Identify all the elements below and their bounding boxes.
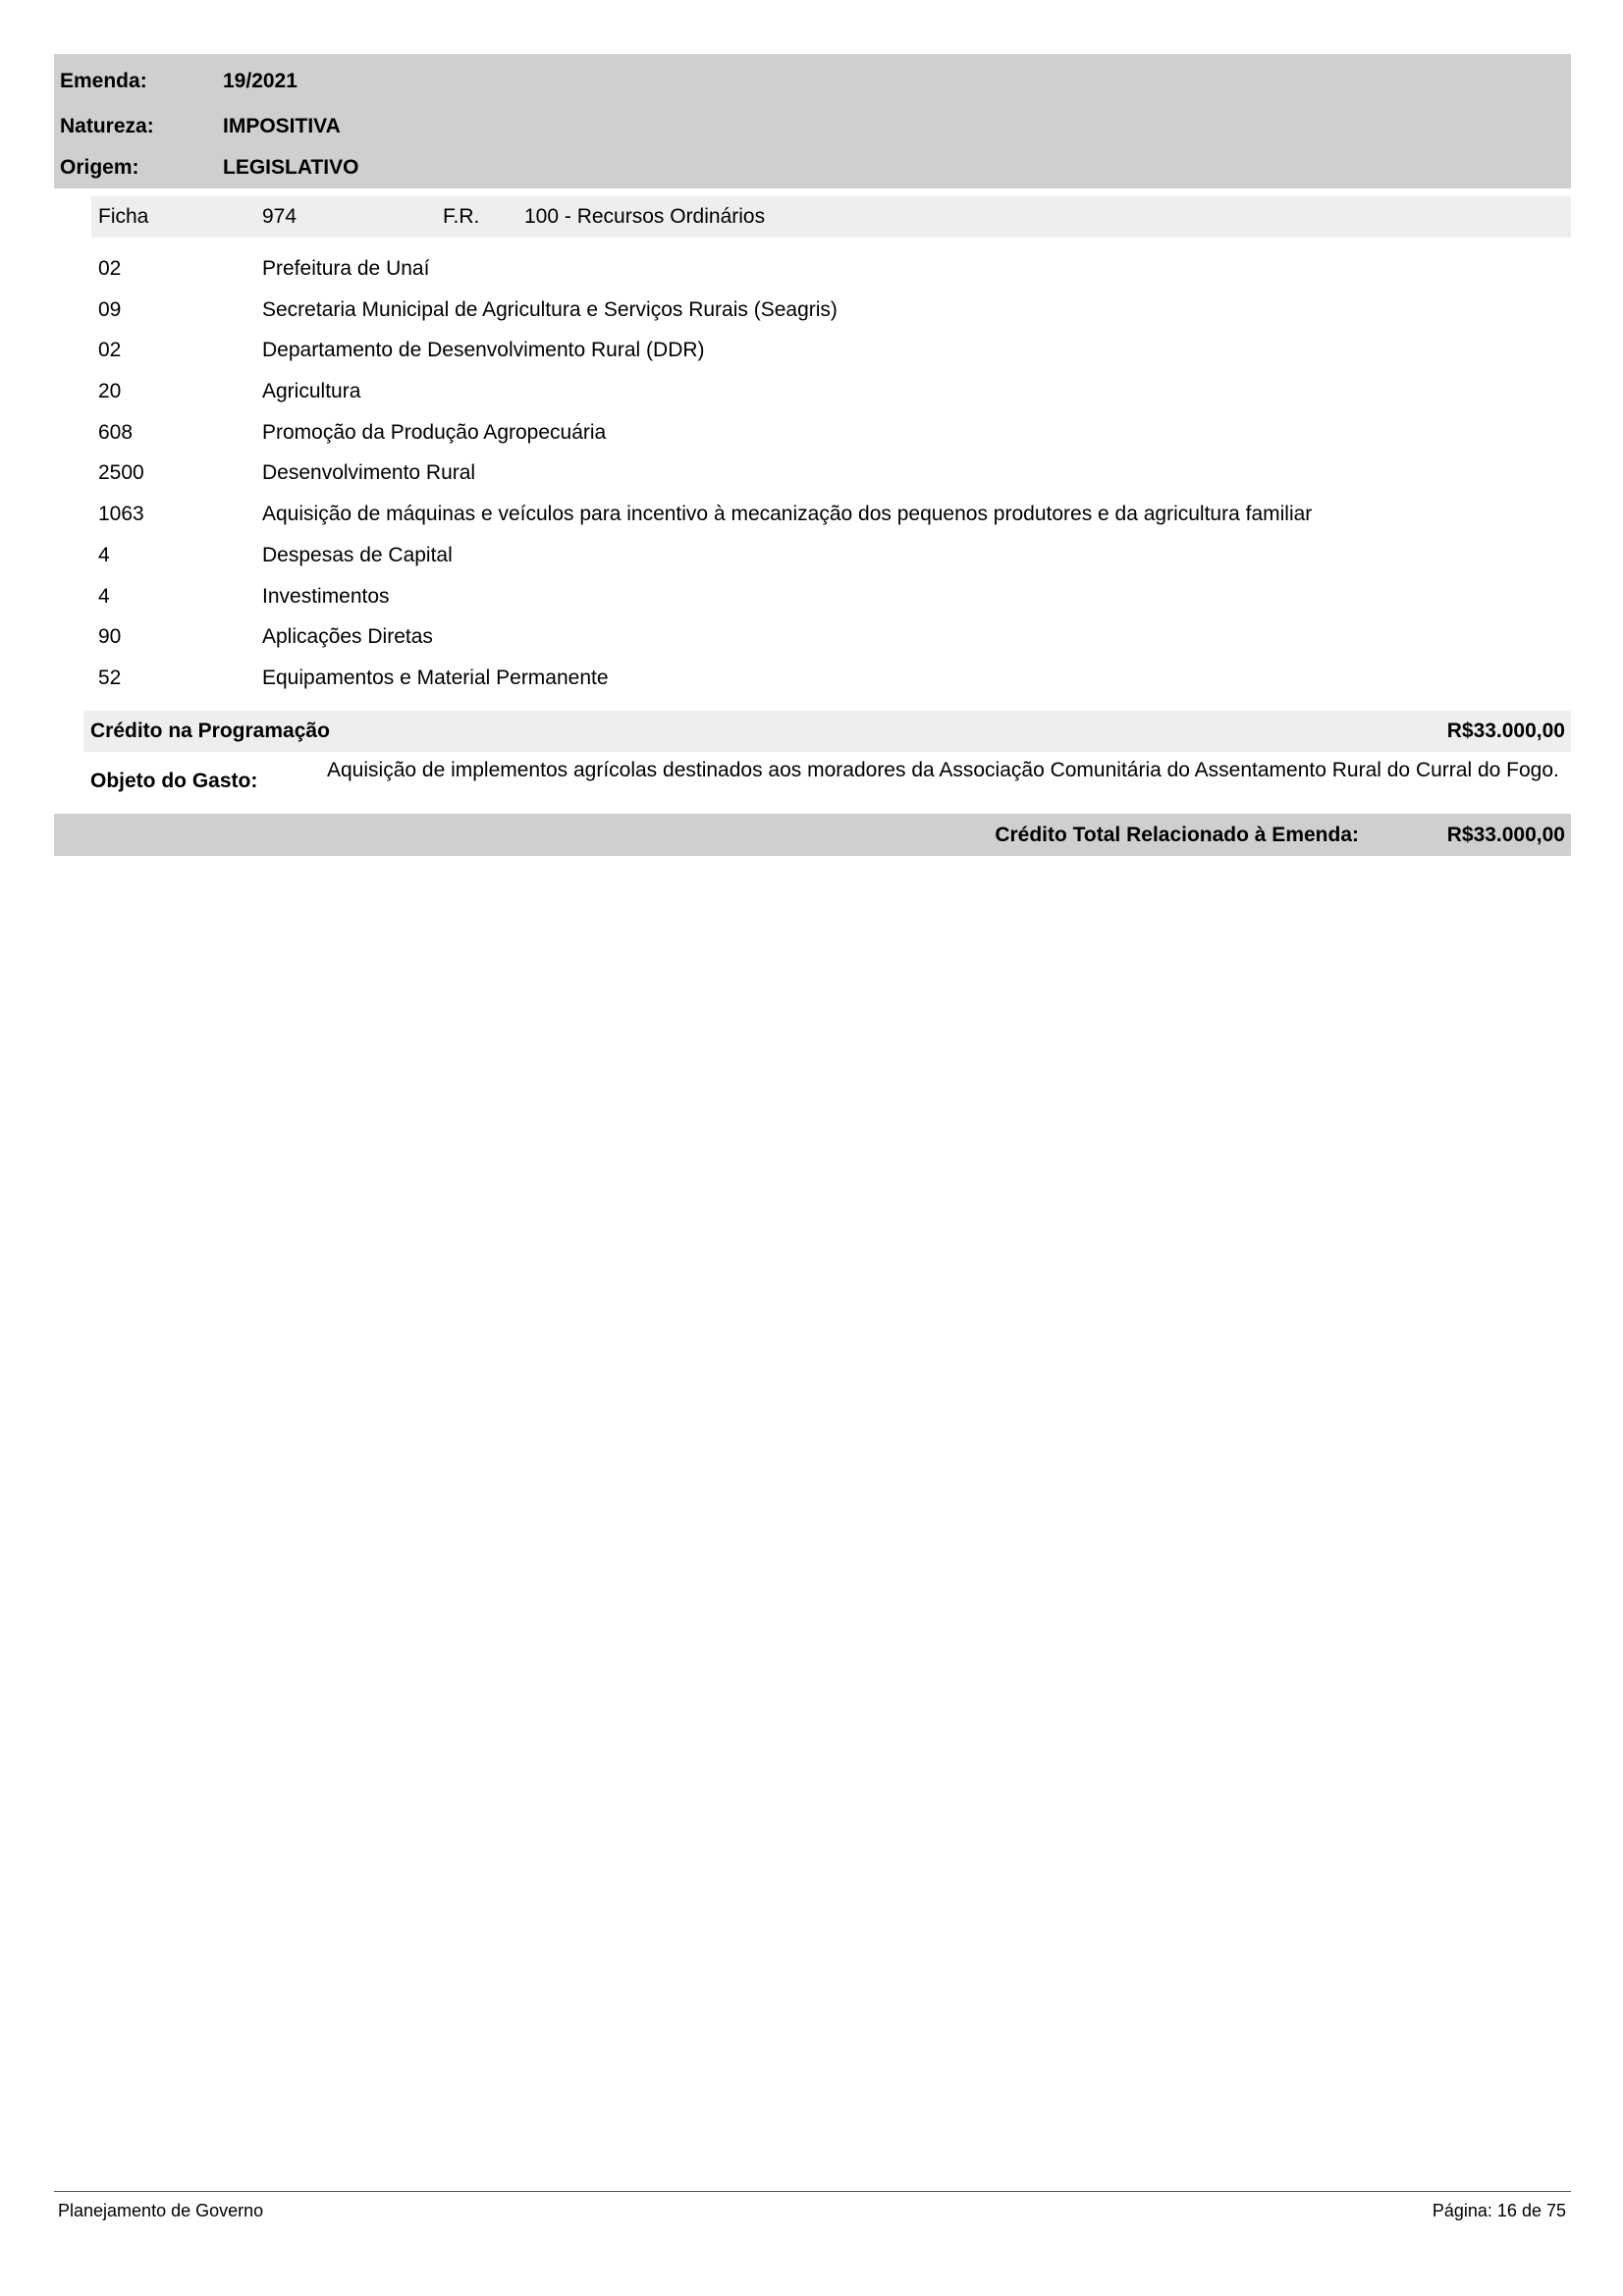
class-description: Despesas de Capital	[262, 543, 453, 566]
list-item	[98, 538, 1571, 579]
list-item	[98, 579, 1571, 620]
list-item	[98, 251, 1571, 293]
emenda-value: 19/2021	[223, 70, 298, 92]
ficha-number: 974	[262, 205, 298, 228]
total-value: R$33.000,00	[1446, 824, 1565, 846]
credito-programacao-row	[83, 711, 1571, 752]
fr-value: 100 - Recursos Ordinários	[524, 205, 766, 228]
credito-label: Crédito na Programação	[90, 720, 330, 742]
class-code: 90	[98, 625, 122, 649]
list-item	[98, 293, 1571, 334]
emenda-header	[54, 54, 1571, 188]
class-code: 02	[98, 257, 122, 280]
origem-value: LEGISLATIVO	[223, 156, 359, 179]
class-description: Investimentos	[262, 584, 390, 608]
class-description: Desenvolvimento Rural	[262, 461, 476, 485]
class-description: Aplicações Diretas	[262, 625, 433, 649]
class-code: 1063	[98, 503, 144, 526]
natureza-value: IMPOSITIVA	[223, 115, 341, 137]
class-code: 2500	[98, 461, 144, 485]
footer-divider	[54, 2191, 1571, 2192]
ficha-row	[91, 196, 1571, 238]
classification-list	[98, 251, 1571, 702]
natureza-label: Natureza:	[60, 115, 154, 137]
credito-total-row	[54, 814, 1571, 856]
objeto-value: Aquisição de implementos agrícolas destinados aos moradores da Associação Comunitária do Assentamento Rural do Curral do Fogo.	[327, 759, 1559, 781]
class-description: Aquisição de máquinas e veículos para incentivo à mecanização dos pequenos produtores e da agricultura familiar	[262, 503, 1313, 526]
fr-label: F.R.	[443, 205, 480, 228]
class-description: Equipamentos e Material Permanente	[262, 666, 609, 689]
class-description: Departamento de Desenvolvimento Rural (DDR)	[262, 339, 705, 362]
class-description: Promoção da Produção Agropecuária	[262, 420, 607, 444]
class-code: 20	[98, 380, 122, 403]
list-item	[98, 619, 1571, 661]
objeto-label: Objeto do Gasto:	[90, 770, 258, 792]
credito-value: R$33.000,00	[1446, 720, 1565, 742]
page-number: Página: 16 de 75	[1432, 2201, 1566, 2220]
class-code: 608	[98, 420, 134, 444]
total-label: Crédito Total Relacionado à Emenda:	[995, 824, 1359, 846]
list-item	[98, 497, 1571, 538]
class-code: 52	[98, 666, 122, 689]
class-code: 02	[98, 339, 122, 362]
class-code: 4	[98, 543, 110, 566]
list-item	[98, 661, 1571, 702]
class-description: Agricultura	[262, 380, 361, 403]
class-code: 4	[98, 584, 110, 608]
class-description: Secretaria Municipal de Agricultura e Serviços Rurais (Seagris)	[262, 297, 838, 321]
list-item	[98, 333, 1571, 374]
ficha-label: Ficha	[98, 205, 149, 228]
emenda-label: Emenda:	[60, 70, 147, 92]
origem-label: Origem:	[60, 156, 139, 179]
objeto-gasto-row	[83, 756, 1571, 813]
list-item	[98, 415, 1571, 456]
list-item	[98, 455, 1571, 497]
footer-title: Planejamento de Governo	[58, 2201, 264, 2220]
class-code: 09	[98, 297, 122, 321]
class-description: Prefeitura de Unaí	[262, 257, 430, 280]
list-item	[98, 374, 1571, 415]
